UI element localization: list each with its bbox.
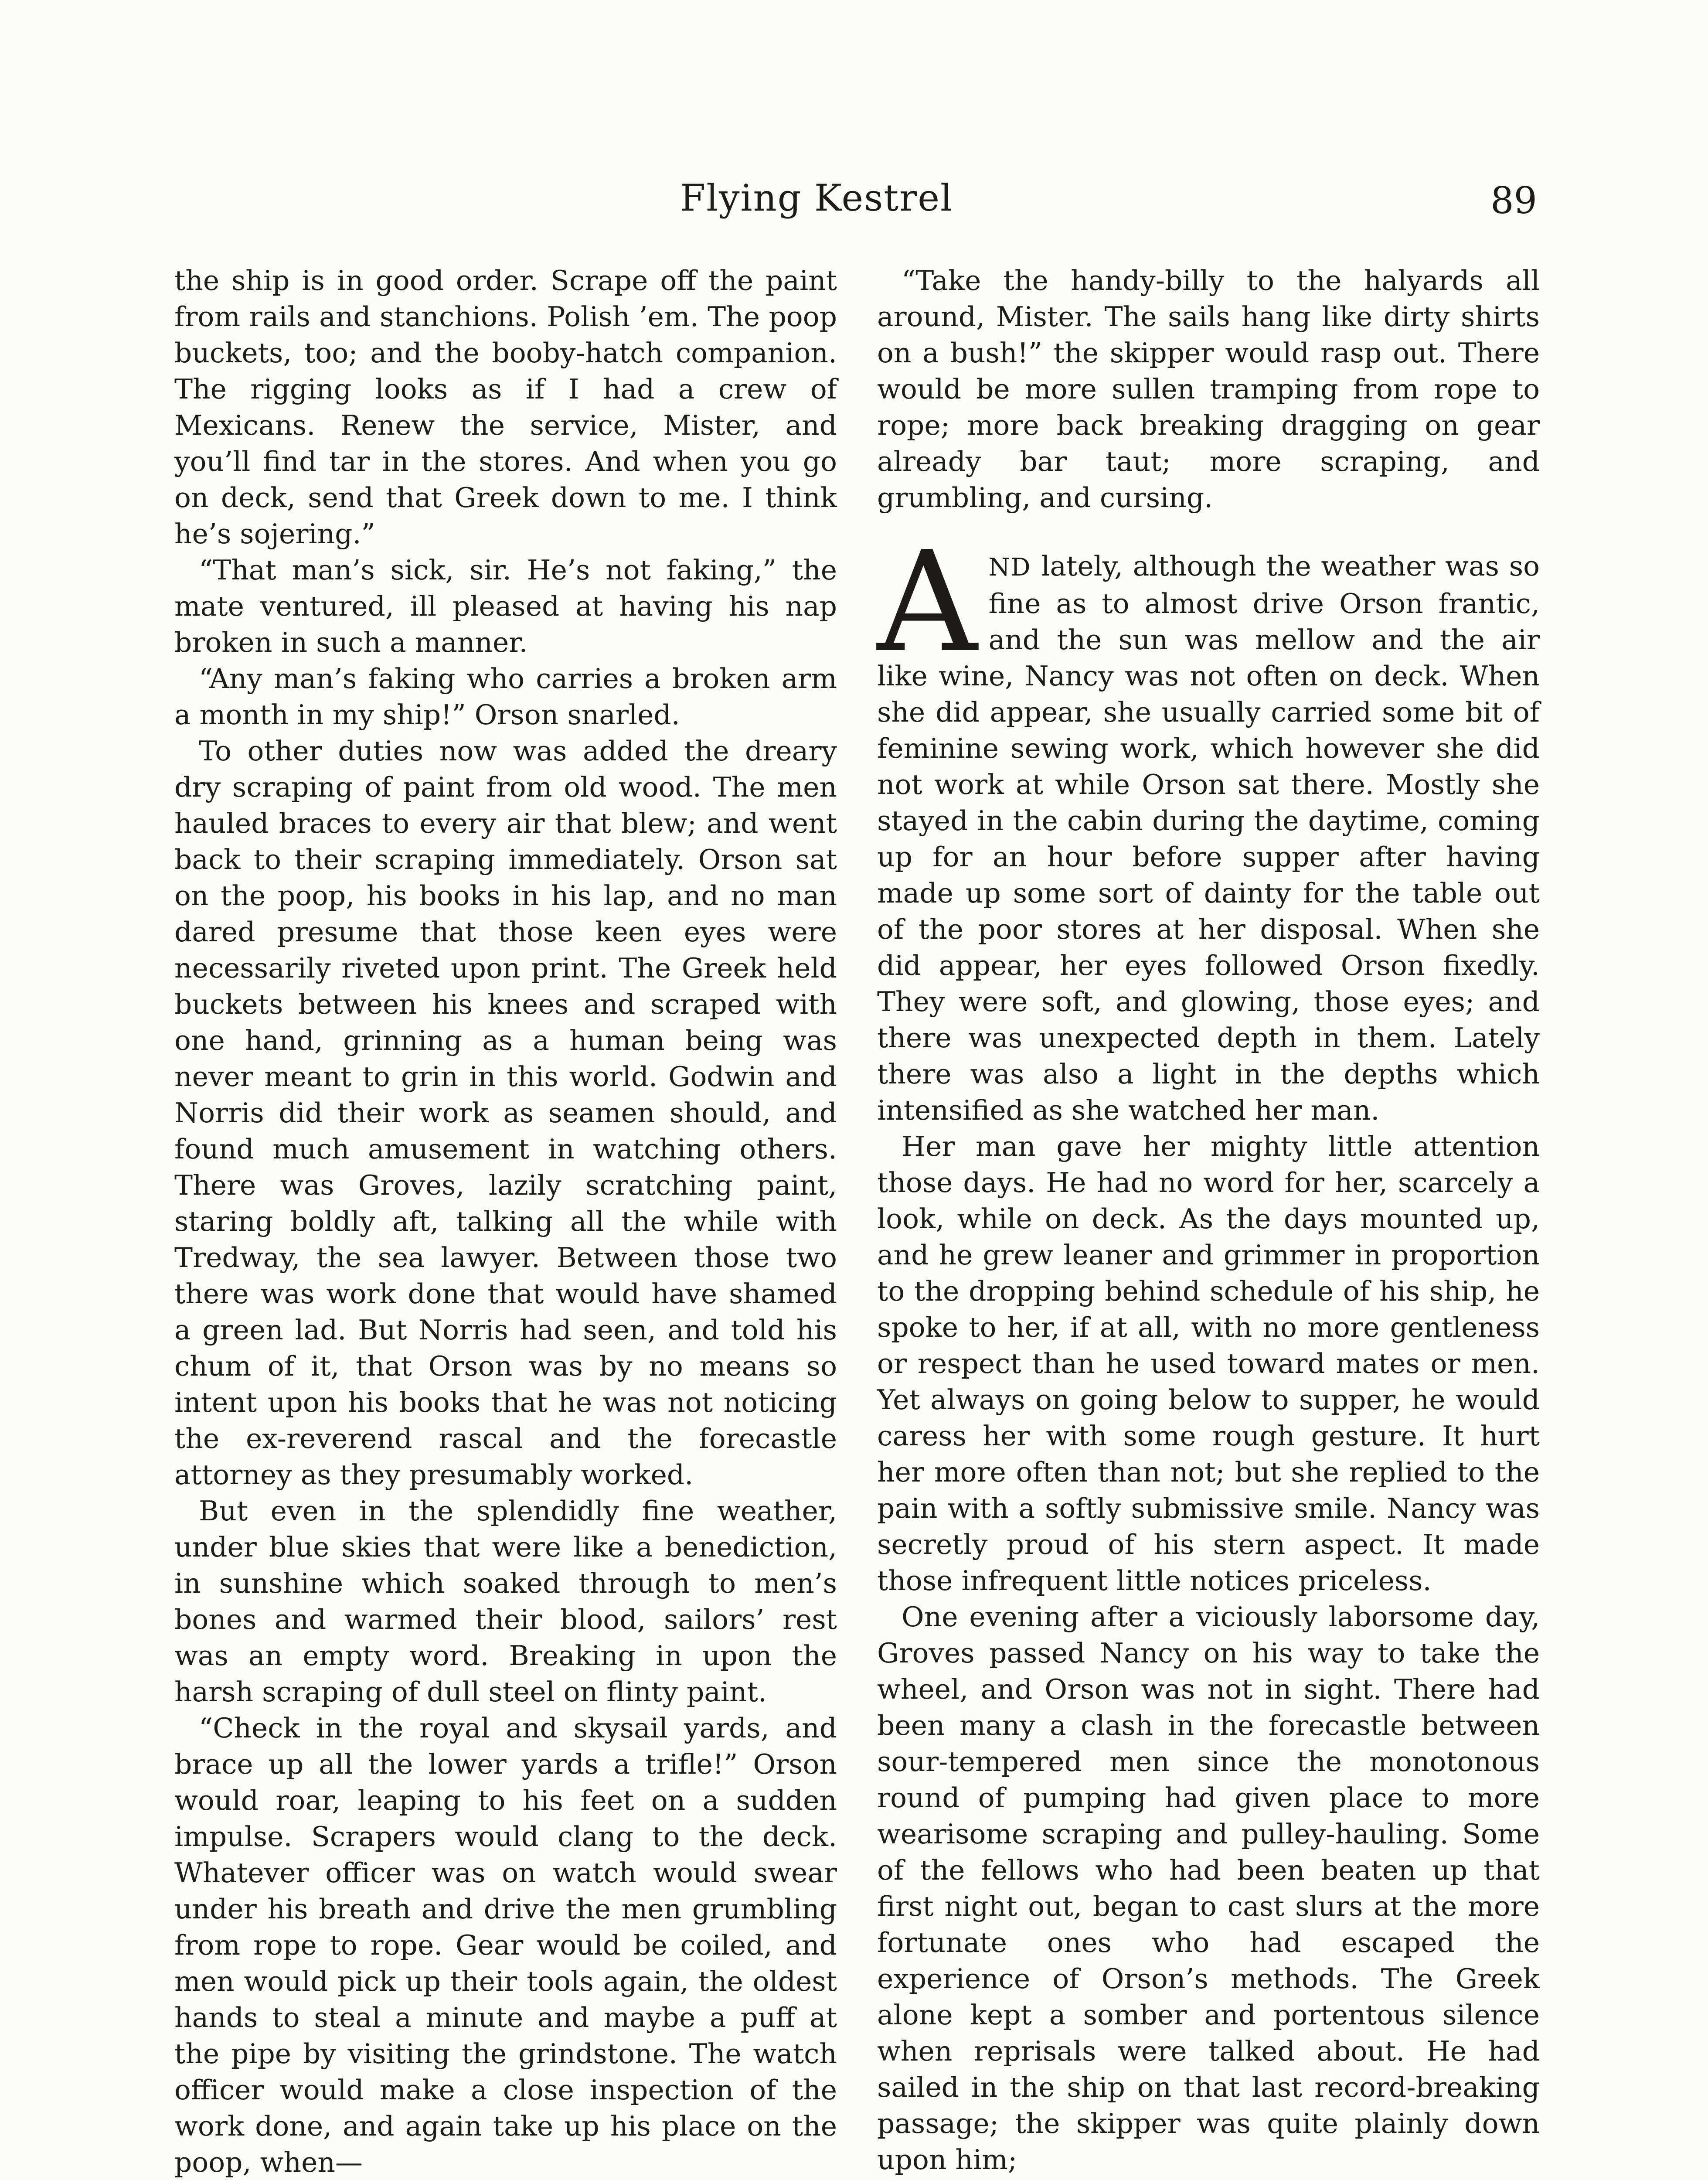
- paragraph: the ship is in good order. Scrape off the paint from rails and stanchions. Polish ’em. The poop buckets, too; and the booby-hatch companion. The rigging looks as if I had a crew of Mexicans. Renew the service, Mister, and you’ll find tar in the stores. And when you go on deck, send that Greek down to me. I think he’s sojering.”: [174, 265, 837, 550]
- page-number: 89: [1490, 179, 1537, 222]
- paragraph: “Check in the royal and skysail yards, and brace up all the lower yards a trifle!” Orson would roar, leaping to his feet on a sudden impulse. Scrapers would clang to the deck. Whatever officer was on watch would swear under his breath and drive the men grumbling from rope to rope. Gear would be coiled, and men would pick up their tools again, the oldest hands to steal a minute and maybe a puff at the pipe by visiting the grindstone. The watch officer would make a close inspection of the work done, and again take up his place on the poop, when—: [174, 1712, 837, 2178]
- section-text: lately, although the weather was so fine as to almost drive Orson frantic, and the sun was mellow and the air like wine, Nancy was not often on deck. When she did appear, she usually carried some bit of feminine sewing work, which however she did not work at while Orson sat there. Mostly she stayed in the cabin during the daytime, coming up for an hour before supper after having made up some sort of dainty for the table out of the poor stores at her disposal. When she did appear, her eyes followed Orson fixedly. They were soft, and glowing, those eyes; and there was unexpected depth in them. Lately there was also a light in the depths which intensified as she watched her man.: [877, 550, 1540, 1126]
- running-title: Flying Kestrel: [680, 177, 953, 219]
- paragraph: “Take the handy-billy to the halyards all around, Mister. The sails hang like dirty shirts on a bush!” the skipper would rasp out. There would be more sullen tramping from rope to rope; more back breaking dragging on gear already bar taut; more scraping, and grumbling, and cursing.: [877, 265, 1540, 514]
- section-opening-paragraph: [877, 521, 1540, 1128]
- paragraph: But even in the splendidly fine weather, under blue skies that were like a benediction, in sunshine which soaked through to men’s bones and warmed their blood, sailors’ rest was an empty word. Breaking in upon the harsh scraping of dull steel on flinty paint.: [174, 1495, 837, 1708]
- paragraph: To other duties now was added the dreary dry scraping of paint from old wood. The men hauled braces to every air that blew; and went back to their scraping immediately. Orson sat on the poop, his books in his lap, and no man dared presume that those keen eyes were necessarily riveted upon print. The Greek held buckets between his knees and scraped with one hand, grinning as a human being was never meant to grin in this world. Godwin and Norris did their work as seamen should, and found much amusement in watching others. There was Groves, lazily scratching paint, staring boldly aft, talking all the while with Tredway, the sea lawyer. Between those two there was work done that would have shamed a green lad. But Norris had seen, and told his chum of it, that Orson was by no means so intent upon his books that he was not noticing the ex-reverend rascal and the forecastle attorney as they presumably worked.: [174, 735, 837, 1491]
- left-column: [174, 262, 837, 2180]
- paragraph: One evening after a viciously laborsome day, Groves passed Nancy on his way to take the wheel, and Orson was not in sight. There had been many a clash in the forecastle between sour-tempered men since the monotonous round of pumping had given place to more wearisome scraping and pulley-hauling. Some of the fellows who had been beaten up that first night out, began to cast slurs at the more fortunate ones who had escaped the experience of Orson’s methods. The Greek alone kept a somber and portentous silence when reprisals were talked about. He had sailed in the ship on that last record-breaking passage; the skipper was quite plainly down upon him;: [877, 1601, 1540, 2176]
- right-column: [877, 262, 1540, 2178]
- small-caps-lead: ND: [988, 553, 1031, 582]
- paragraph: Her man gave her mighty little attention those days. He had no word for her, scarcely a look, while on deck. As the days mounted up, and he grew leaner and grimmer in proportion to the dropping behind schedule of his ship, he spoke to her, if at all, with no more gentleness or respect than he used toward mates or men. Yet always on going below to supper, he would caress her with some rough gesture. It hurt her more often than not; but she replied to the pain with a softly submissive smile. Nancy was secretly proud of his stern aspect. It made those infrequent little notices priceless.: [877, 1131, 1540, 1597]
- paragraph: “That man’s sick, sir. He’s not faking,” the mate ventured, ill pleased at having his nap broken in such a manner.: [174, 554, 837, 658]
- drop-cap: A: [877, 521, 977, 683]
- paragraph: “Any man’s faking who carries a broken arm a month in my ship!” Orson snarled.: [174, 663, 837, 731]
